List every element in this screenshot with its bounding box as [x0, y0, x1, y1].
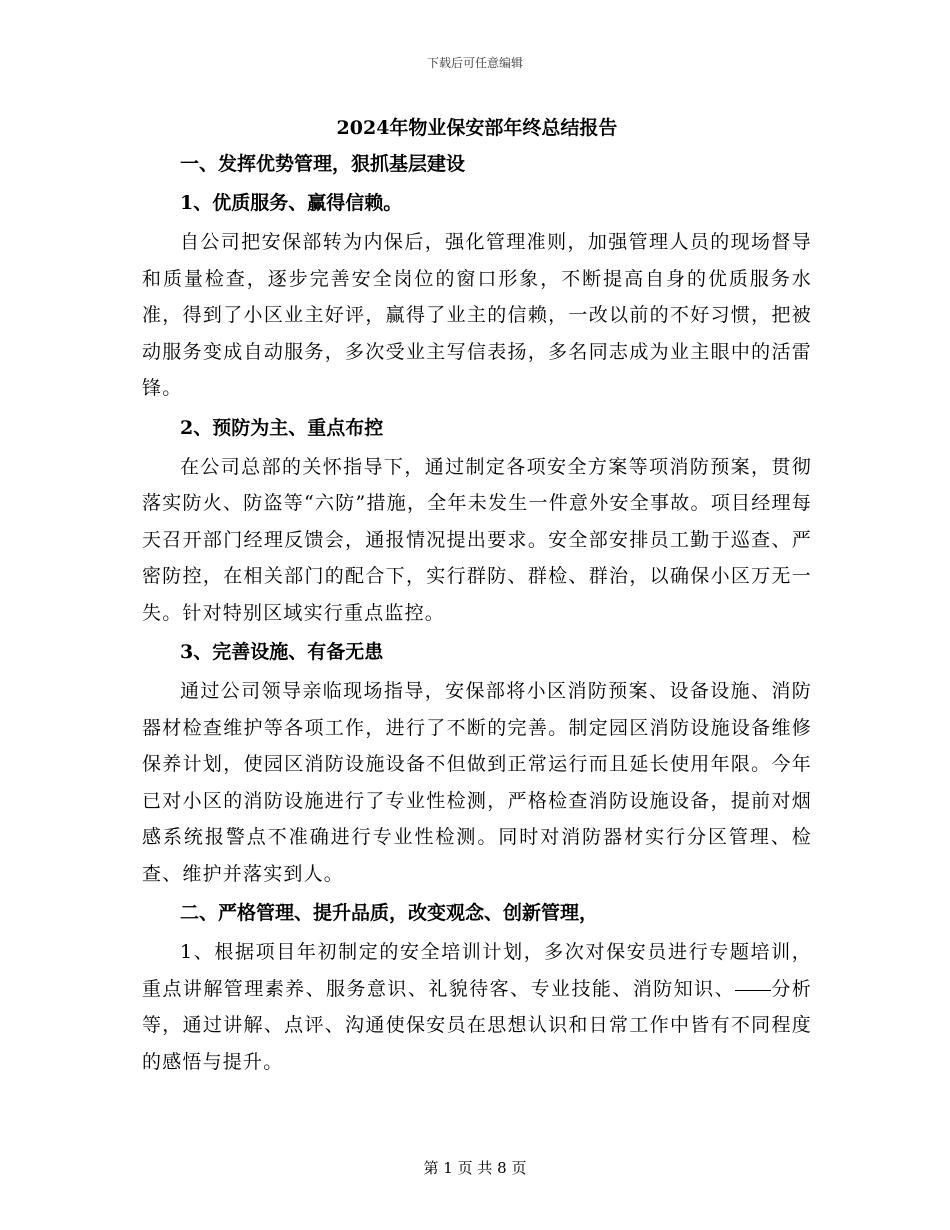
section-2-paragraph-part-2: 分析等，通过讲解、点评、沟通使保安员在思想认识和日常工作中皆有不同程度的感悟与提升。 [142, 977, 812, 1073]
subsection-1-paragraph: 自公司把安保部转为内保后，强化管理准则，加强管理人员的现场督导和质量检查，逐步完善安全岗位的窗口形象，不断提高自身的优质服务水准，得到了小区业主好评，赢得了业主的信赖，一改以前的不好习惯，把被动服务变成自动服务，多次受业主写信表扬，多名同志成为业主眼中的活雷锋。 [142, 231, 812, 399]
section-2-paragraph [142, 934, 812, 1080]
section-2-paragraph-part-1: 1、根据项目年初制定的安全培训计划，多次对保安员进行专题培训，重点讲解管理素养、服务意识、礼貌待客、专业技能、消防知识、 [142, 941, 812, 1000]
subsection-3-paragraph: 通过公司领导亲临现场指导，安保部将小区消防预案、设备设施、消防器材检查维护等各项工作，进行了不断的完善。制定园区消防设施设备维修保养计划，使园区消防设施设备不但做到正常运行而且延长使用年限。今年已对小区的消防设施进行了专业性检测，严格检查消防设施设备，提前对烟感系统报警点不准确进行专业性检测。同时对消防器材实行分区管理、检查、维护并落实到人。 [142, 680, 812, 885]
blank-underline [735, 989, 771, 991]
header-note: 下载后可任意编辑 [426, 56, 523, 70]
section-2-heading: 二、严格管理、提升品质，改变观念、创新管理， [180, 902, 599, 924]
subsection-2-paragraph: 在公司总部的关怀指导下，通过制定各项安全方案等项消防预案，贯彻落实防火、防盗等“六防”措施，全年未发生一件意外安全事故。项目经理每天召开部门经理反馈会，通报情况提出要求。安全部安排员工勤于巡查、严密防控，在相关部门的配合下，实行群防、群检、群治，以确保小区万无一失。针对特别区域实行重点监控。 [142, 455, 812, 624]
section-1-heading: 一、发挥优势管理，狠抓基层建设 [180, 153, 466, 175]
subsection-1-heading: 1、优质服务、赢得信赖。 [180, 192, 403, 214]
document-title: 2024年物业保安部年终总结报告 [336, 117, 618, 139]
subsection-3-heading: 3、完善设施、有备无患 [180, 641, 384, 663]
document-body [142, 110, 812, 1083]
subsection-2-heading: 2、预防为主、重点布控 [180, 416, 384, 439]
page-number: 第 1 页 共 8 页 [423, 1159, 527, 1177]
